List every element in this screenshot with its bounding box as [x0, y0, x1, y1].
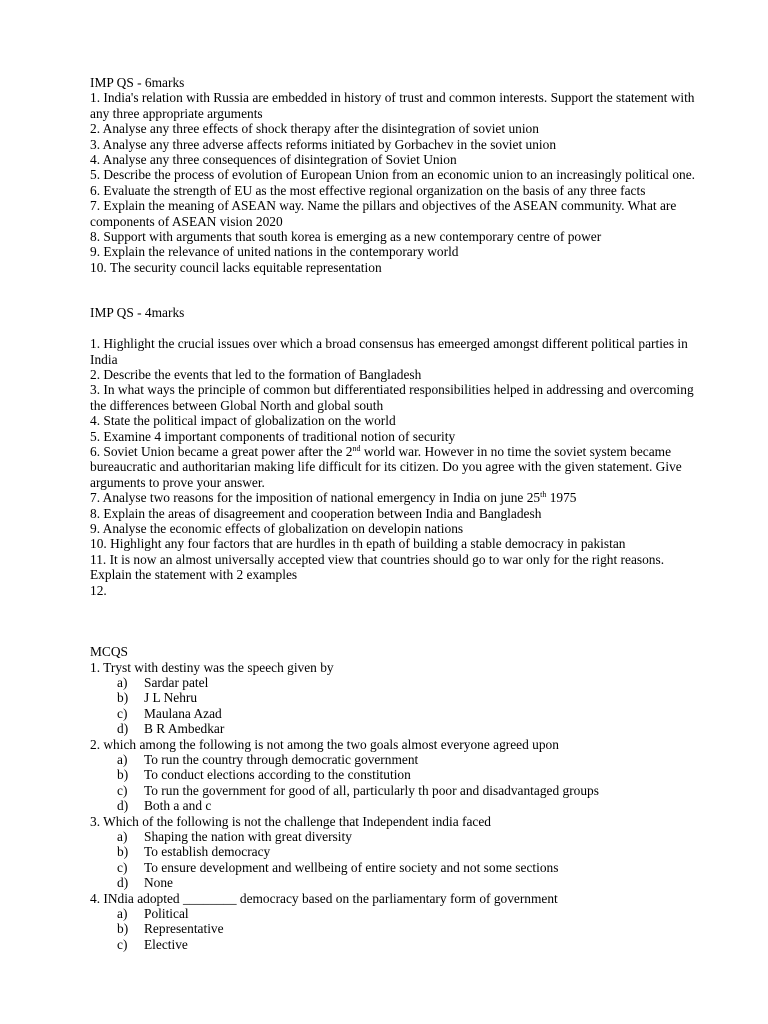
option-text: Sardar patel — [144, 674, 209, 690]
option-letter: c) — [117, 782, 128, 798]
option-letter: b) — [117, 690, 129, 706]
question-4m-9: 9. Analyse the economic effects of globalization on developin nations — [90, 521, 464, 537]
section-heading-6marks: IMP QS - 6marks — [90, 75, 185, 90]
option-letter: a) — [117, 751, 128, 767]
option-text: To run the government for good of all, particularly th poor and disadvantaged groups — [144, 782, 599, 798]
mcq-item — [90, 891, 700, 953]
mcq-option — [90, 829, 700, 844]
option-text: Political — [144, 906, 189, 921]
question-4m-12: 12. — [90, 582, 107, 598]
question-6m-2: 2. Analyse any three effects of shock therapy after the disintegration of soviet union — [90, 121, 539, 137]
document-page — [90, 75, 700, 952]
mcq-option — [90, 798, 700, 813]
option-letter: c) — [117, 859, 128, 875]
spacer — [90, 321, 700, 337]
option-letter: d) — [117, 798, 129, 814]
question-6m-10: 10. The security council lacks equitable representation — [90, 259, 382, 275]
question-4m-6-superscript: nd — [352, 444, 361, 454]
question-6m-1: 1. India's relation with Russia are embedded in history of trust and common interests. Support the statement with any three appropriate arguments — [90, 90, 695, 121]
mcq-option — [90, 675, 700, 690]
option-text: Shaping the nation with great diversity — [144, 828, 352, 844]
mcq-option — [90, 767, 700, 782]
option-text: To ensure development and wellbeing of entire society and not some sections — [144, 859, 559, 875]
question-6m-7: 7. Explain the meaning of ASEAN way. Name the pillars and objectives of the ASEAN community. What are components of ASEAN vision 2020 — [90, 198, 677, 229]
question-4m-7-superscript: th — [540, 490, 547, 500]
option-text: To establish democracy — [144, 844, 271, 860]
question-6m-8: 8. Support with arguments that south korea is emerging as a new contemporary centre of power — [90, 229, 602, 245]
option-letter: b) — [117, 767, 129, 783]
spacer — [90, 275, 700, 305]
question-4m-7-part-a: 7. Analyse two reasons for the imposition of national emergency in India on june 25 — [90, 490, 541, 506]
option-letter: c) — [117, 936, 128, 952]
question-4m-3: 3. In what ways the principle of common but differentiated responsibilities helped in addressing and overcoming the differences between Global North and global south — [90, 382, 694, 413]
option-text: Representative — [144, 921, 224, 937]
option-text: Maulana Azad — [144, 705, 222, 721]
option-letter: b) — [117, 844, 129, 860]
mcq-option — [90, 844, 700, 859]
spacer — [90, 598, 700, 644]
mcq-option — [90, 706, 700, 721]
mcq-item — [90, 660, 700, 737]
question-4m-4: 4. State the political impact of globalization on the world — [90, 413, 396, 429]
option-letter: a) — [117, 828, 128, 844]
mcq-option — [90, 690, 700, 705]
mcq-question: 2. which among the following is not among the two goals almost everyone agreed upon — [90, 736, 559, 752]
question-4m-6-part-a: 6. Soviet Union became a great power after the 2 — [90, 444, 353, 460]
option-text: J L Nehru — [144, 690, 198, 706]
question-4m-7-part-b: 1975 — [546, 490, 577, 506]
question-4m-5: 5. Examine 4 important components of traditional notion of security — [90, 428, 456, 444]
question-4m-6 — [90, 444, 700, 490]
mcq-option — [90, 875, 700, 890]
section-heading-4marks: IMP QS - 4marks — [90, 305, 185, 321]
question-4m-8: 8. Explain the areas of disagreement and cooperation between India and Bangladesh — [90, 505, 542, 521]
mcq-question: 3. Which of the following is not the challenge that Independent india faced — [90, 813, 491, 829]
question-6m-4: 4. Analyse any three consequences of disintegration of Soviet Union — [90, 152, 457, 168]
mcq-option — [90, 860, 700, 875]
mcq-item — [90, 814, 700, 891]
section-6marks — [90, 75, 700, 275]
option-text: Elective — [144, 936, 188, 952]
option-text: To run the country through democratic government — [144, 751, 419, 767]
option-text: None — [144, 875, 174, 891]
option-text: B R Ambedkar — [144, 721, 225, 737]
question-6m-6: 6. Evaluate the strength of EU as the most effective regional organization on the basis of any three facts — [90, 182, 646, 198]
mcq-option — [90, 906, 700, 921]
question-4m-11: 11. It is now an almost universally accepted view that countries should go to war only for the right reasons. Explain the statement with 2 examples — [90, 551, 665, 583]
question-6m-3: 3. Analyse any three adverse affects reforms initiated by Gorbachev in the soviet union — [90, 136, 557, 152]
option-letter: d) — [117, 875, 129, 891]
question-4m-10: 10. Highlight any four factors that are hurdles in th epath of building a stable democracy in pakistan — [90, 536, 626, 552]
section-mcqs — [90, 644, 700, 952]
option-letter: a) — [117, 674, 128, 690]
option-letter: b) — [117, 921, 129, 937]
mcq-options — [90, 906, 700, 952]
mcq-question: 4. INdia adopted ________ democracy based on the parliamentary form of government — [90, 890, 558, 906]
section-4marks — [90, 305, 700, 598]
option-text: To conduct elections according to the constitution — [144, 767, 411, 783]
mcq-item — [90, 737, 700, 814]
mcq-option — [90, 937, 700, 952]
mcq-options — [90, 675, 700, 737]
question-4m-6-part-b: world war. However in no time the soviet system became bureaucratic and authoritarian making life difficult for its citizen. Do you agree with the given statement. Give arguments to prove your answer. — [90, 444, 682, 490]
option-letter: d) — [117, 721, 129, 737]
mcq-option — [90, 721, 700, 736]
section-heading-mcqs: MCQS — [90, 644, 128, 660]
option-letter: a) — [117, 906, 128, 921]
option-text: Both a and c — [144, 798, 212, 814]
question-4m-1: 1. Highlight the crucial issues over which a broad consensus has emeerged amongst different political parties in India — [90, 336, 688, 367]
question-4m-7 — [90, 490, 700, 505]
mcq-option — [90, 921, 700, 936]
mcq-option — [90, 752, 700, 767]
option-letter: c) — [117, 705, 128, 721]
question-6m-9: 9. Explain the relevance of united nations in the contemporary world — [90, 244, 459, 260]
mcq-option — [90, 783, 700, 798]
mcq-options — [90, 829, 700, 891]
mcq-question: 1. Tryst with destiny was the speech given by — [90, 659, 334, 675]
question-6m-5: 5. Describe the process of evolution of European Union from an economic union to an increasingly political one. — [90, 167, 696, 183]
mcq-options — [90, 752, 700, 814]
question-4m-2: 2. Describe the events that led to the formation of Bangladesh — [90, 367, 422, 382]
